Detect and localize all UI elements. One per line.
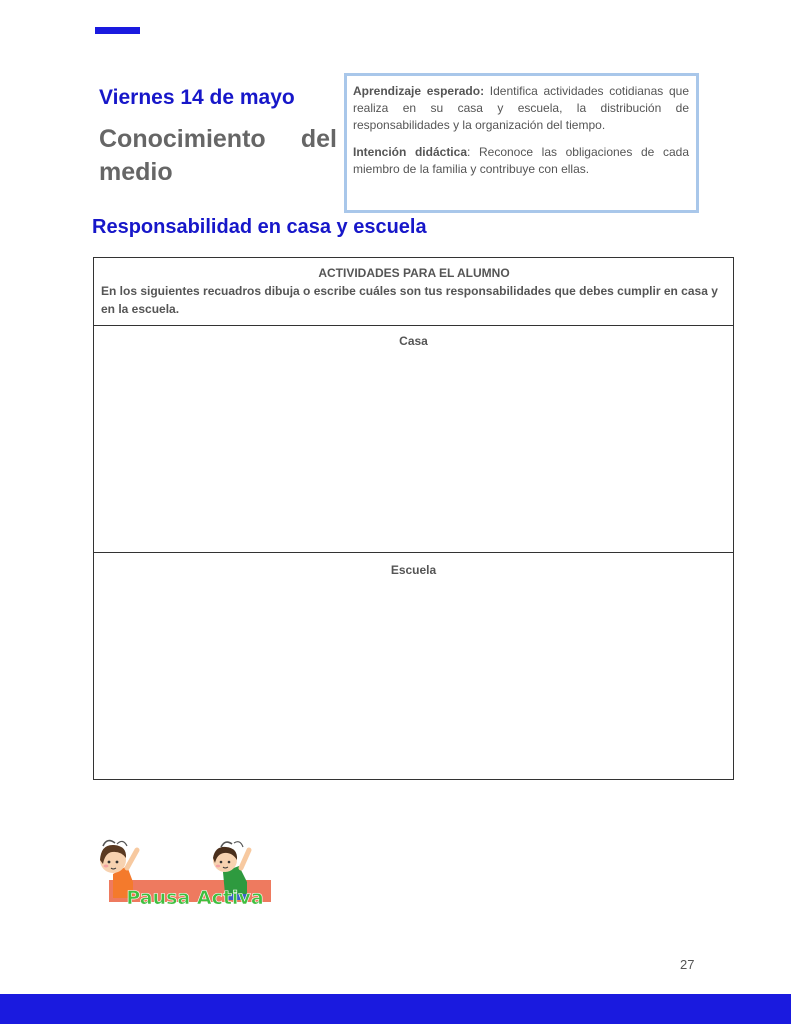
escuela-box[interactable] (94, 553, 733, 779)
didactic-intent-label: Intención didáctica (353, 145, 467, 159)
lesson-date: Viernes 14 de mayo (99, 86, 295, 109)
escuela-label: Escuela (390, 563, 437, 577)
top-accent-bar (95, 27, 140, 34)
page-number: 27 (680, 957, 695, 972)
expected-learning-text: Identifica actividades cotidianas que realiza en su casa y escuela, la distribución de responsabilidades y la organización del tiempo. (353, 84, 689, 132)
expected-learning (353, 83, 689, 134)
learning-objective-box (344, 73, 699, 213)
expected-learning-label: Aprendizaje esperado: (353, 84, 485, 98)
bottom-accent-bar (0, 994, 791, 1024)
subject-title: Conocimiento del medio (99, 125, 337, 186)
activity-header (94, 258, 733, 326)
section-title: Responsabilidad en casa y escuela (92, 216, 427, 238)
student-activity-table (93, 257, 734, 780)
activity-instructions: En los siguientes recuadros dibuja o escribe cuáles son tus responsabilidades que debes cumplir en casa y en la escuela. (101, 284, 718, 316)
pausa-activa-illustration (97, 838, 272, 910)
pausa-activa-text: Pausa Activa (126, 887, 264, 909)
activity-title: ACTIVIDADES PARA EL ALUMNO (318, 266, 510, 280)
casa-box[interactable] (94, 326, 733, 553)
didactic-intent (353, 144, 689, 178)
casa-label: Casa (399, 334, 428, 348)
didactic-intent-text: : Reconoce las obligaciones de cada miembro de la familia y contribuye con ellas. (353, 145, 689, 176)
